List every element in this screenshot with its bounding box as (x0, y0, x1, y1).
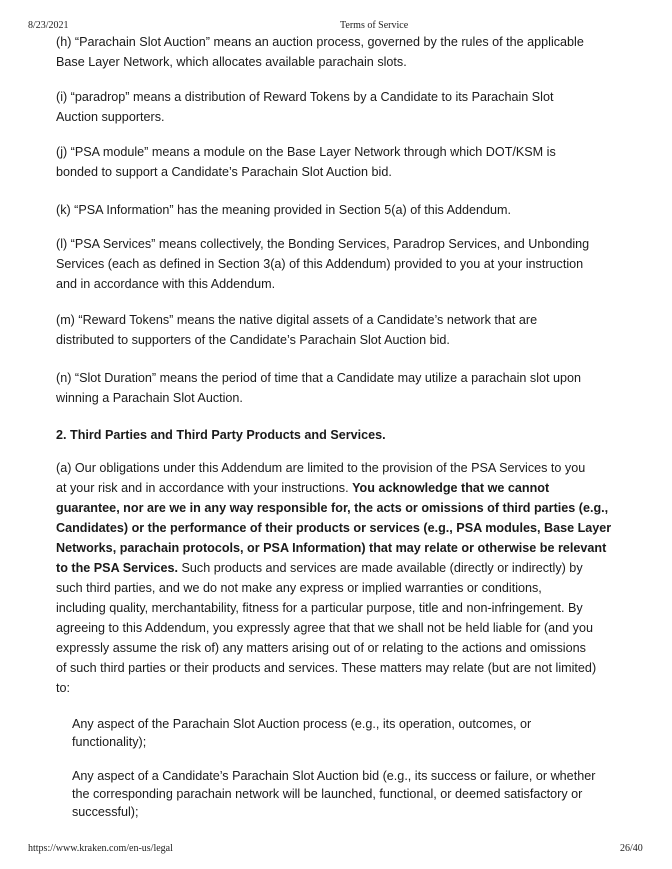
text-line: (m) “Reward Tokens” means the native digital assets of a Candidate’s network that are (56, 313, 538, 327)
definition-paragraph (56, 142, 556, 182)
text-line: Auction supporters. (56, 110, 165, 124)
definition-paragraph (56, 234, 589, 294)
definition-paragraph (56, 200, 511, 220)
footer-page-number: 26/40 (620, 843, 643, 854)
text-line: (h) “Parachain Slot Auction” means an auction process, governed by the rules of the applicable (56, 35, 584, 49)
footer-url: https://www.kraken.com/en-us/legal (28, 843, 173, 854)
definition-paragraph (56, 310, 537, 350)
text-line: Any aspect of a Candidate’s Parachain Slot Auction bid (e.g., its success or failure, or whether (72, 769, 596, 783)
definition-paragraph (56, 368, 581, 408)
text-line: (i) “paradrop” means a distribution of Reward Tokens by a Candidate to its Parachain Slot (56, 90, 554, 104)
text-line: and in accordance with this Addendum. (56, 277, 276, 291)
list-item (72, 767, 595, 821)
text-line: (l) “PSA Services” means collectively, the Bonding Services, Paradrop Services, and Unbonding (56, 237, 590, 251)
text-line: the corresponding parachain network will be launched, functional, or deemed satisfactory or (72, 787, 583, 801)
text-line: bonded to support a Candidate’s Parachain Slot Auction bid. (56, 165, 392, 179)
text-line: distributed to supporters of the Candidate’s Parachain Slot Auction bid. (56, 333, 450, 347)
text-line: winning a Parachain Slot Auction. (56, 391, 243, 405)
text-line: functionality); (72, 735, 147, 749)
header-title: Terms of Service (340, 20, 409, 31)
paragraph-a: (a) Our obligations under this Addendum are limited to the provision of the PSA Services to you at your risk and in accordance with your instructions. You acknowledge that we cannot guarantee, nor are we in any way responsible for, the acts or omissions of third parties (e.g., Candidates) or the performance of their products or services (e.g., PSA modules, Base Layer Networks, parachain protocols, or PSA Information) that may relate or otherwise be relevant to the PSA Services. Such products and services are made available (directly or indirectly) by such third parties, and we do not make any express or implied warranties or conditions, including quality, merchantability, fitness for a particular purpose, title and non-infringement. By agreeing to this Addendum, you expressly agree that that we shall not be held liable for (and you expressly assume the risk of) any matters arising out of or relating to the actions and omissions of such third parties or their products and services. These matters may relate (but are not limited) to: (56, 461, 612, 695)
text-line: successful); (72, 805, 139, 819)
text-line: (j) “PSA module” means a module on the Base Layer Network through which DOT/KSM is (56, 145, 556, 159)
text-line: Any aspect of the Parachain Slot Auction process (e.g., its operation, outcomes, or (72, 717, 532, 731)
text-line: Base Layer Network, which allocates available parachain slots. (56, 55, 407, 69)
definition-paragraph (56, 32, 584, 72)
text-line: Services (each as defined in Section 3(a) of this Addendum) provided to you at your instruction (56, 257, 584, 271)
section-heading: 2. Third Parties and Third Party Products and Services. (56, 428, 386, 442)
text-line: (k) “PSA Information” has the meaning provided in Section 5(a) of this Addendum. (56, 203, 512, 217)
header-date: 8/23/2021 (28, 20, 69, 31)
definition-paragraph (56, 87, 553, 127)
list-item (72, 715, 531, 751)
text-line: (n) “Slot Duration” means the period of time that a Candidate may utilize a parachain slot upon (56, 371, 582, 385)
